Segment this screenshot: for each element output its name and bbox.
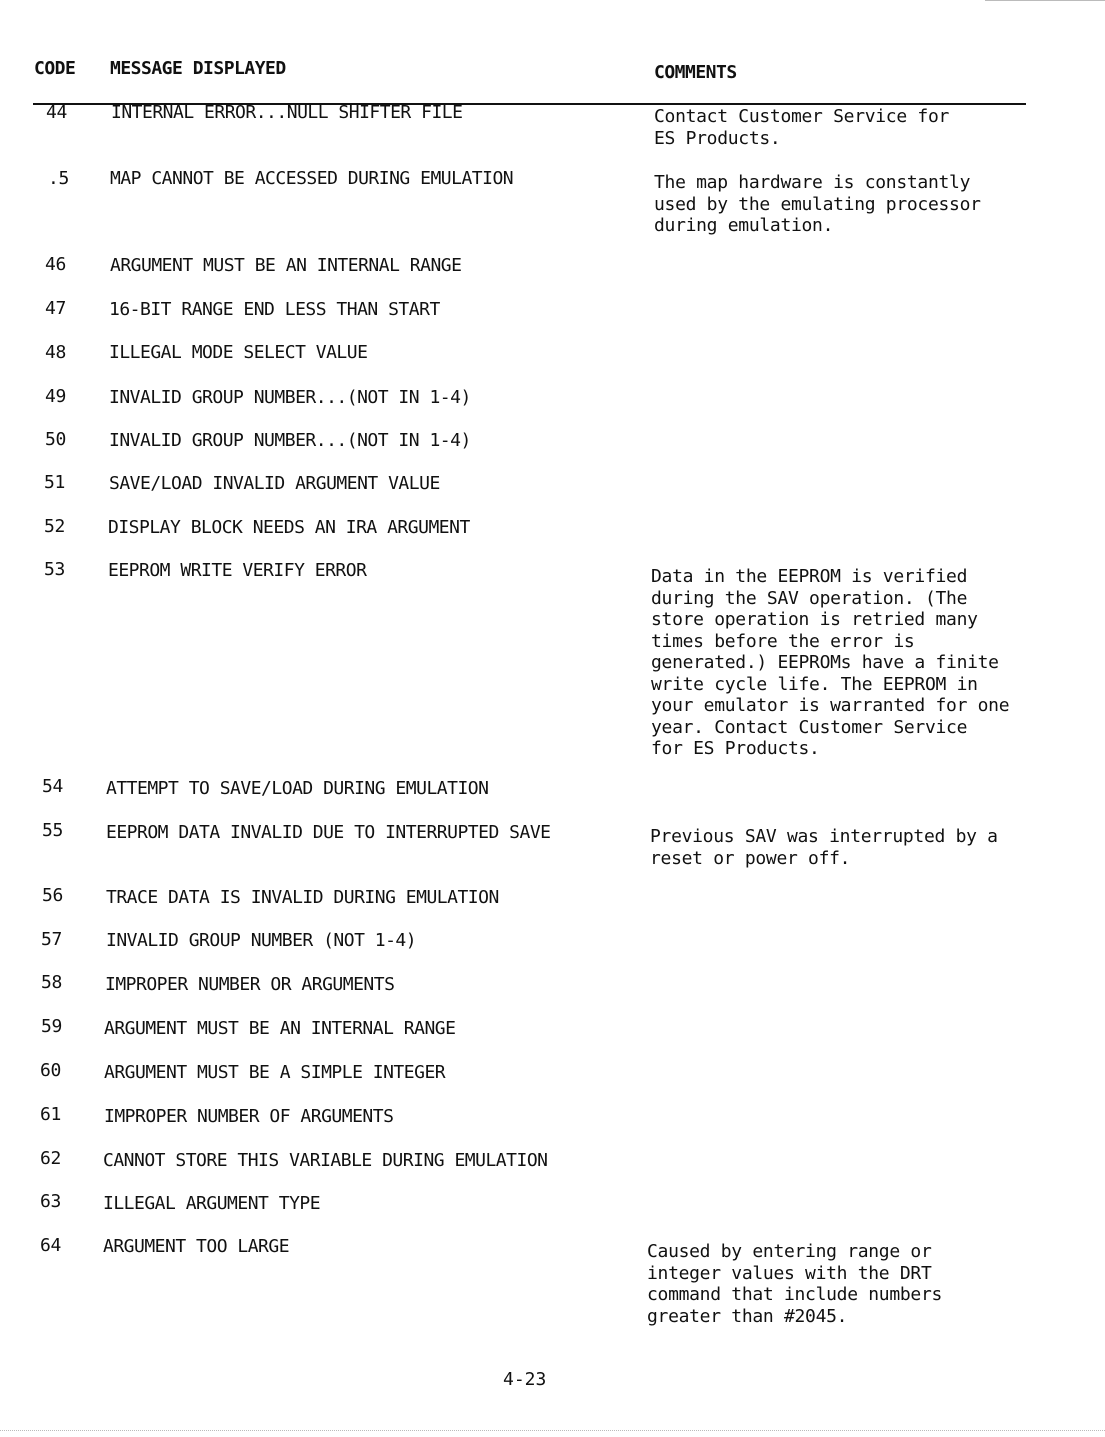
- table-row-code: 47: [45, 298, 67, 319]
- table-row-code: 63: [40, 1191, 62, 1212]
- table-row-code: 60: [40, 1060, 62, 1081]
- table-row-message: MAP CANNOT BE ACCESSED DURING EMULATION: [110, 168, 514, 189]
- table-row-message: CANNOT STORE THIS VARIABLE DURING EMULATION: [103, 1150, 548, 1171]
- table-row-message: TRACE DATA IS INVALID DURING EMULATION: [106, 887, 499, 908]
- table-row-message: EEPROM DATA INVALID DUE TO INTERRUPTED SAVE: [106, 822, 551, 843]
- column-header-code: CODE: [34, 58, 76, 79]
- table-row-message: ATTEMPT TO SAVE/LOAD DURING EMULATION: [106, 778, 489, 799]
- table-row-message: INVALID GROUP NUMBER...(NOT IN 1-4): [109, 387, 471, 408]
- table-row-code: 56: [42, 885, 64, 906]
- table-row-message: IMPROPER NUMBER OR ARGUMENTS: [105, 974, 395, 995]
- table-row-code: 54: [42, 776, 64, 797]
- table-row-code: 51: [44, 472, 66, 493]
- scan-edge: [0, 1430, 1105, 1431]
- table-row-comment: The map hardware is constantly used by the emulating processor during emulation.: [654, 172, 981, 236]
- table-row-message: IMPROPER NUMBER OF ARGUMENTS: [104, 1106, 394, 1127]
- table-row-message: ILLEGAL ARGUMENT TYPE: [103, 1193, 321, 1214]
- table-row-comment: Caused by entering range or integer values with the DRT command that include numbers greater than #2045.: [647, 1241, 943, 1327]
- table-row-code: 44: [46, 102, 68, 123]
- table-row-code: 50: [45, 429, 67, 450]
- table-row-code: .5: [48, 168, 70, 189]
- table-row-message: ARGUMENT MUST BE A SIMPLE INTEGER: [104, 1062, 446, 1083]
- table-row-code: 46: [45, 254, 67, 275]
- table-row-message: SAVE/LOAD INVALID ARGUMENT VALUE: [109, 473, 440, 494]
- table-row-code: 48: [45, 342, 67, 363]
- corner-mark: [985, 0, 1105, 1]
- table-row-code: 58: [41, 972, 63, 993]
- table-row-message: EEPROM WRITE VERIFY ERROR: [108, 560, 367, 581]
- table-row-code: 53: [44, 559, 66, 580]
- table-row-comment: Previous SAV was interrupted by a reset or power off.: [650, 826, 998, 869]
- table-row-message: DISPLAY BLOCK NEEDS AN IRA ARGUMENT: [108, 517, 470, 538]
- table-row-message: INTERNAL ERROR...NULL SHIFTER FILE: [111, 102, 463, 123]
- table-row-message: ARGUMENT MUST BE AN INTERNAL RANGE: [104, 1018, 456, 1039]
- table-row-code: 55: [42, 820, 64, 841]
- table-row-code: 62: [40, 1148, 62, 1169]
- table-row-code: 59: [41, 1016, 63, 1037]
- table-row-message: ILLEGAL MODE SELECT VALUE: [109, 342, 368, 363]
- column-header-comments: COMMENTS: [654, 62, 737, 83]
- table-row-code: 57: [41, 929, 63, 950]
- table-row-code: 61: [40, 1104, 62, 1125]
- table-row-message: ARGUMENT MUST BE AN INTERNAL RANGE: [110, 255, 462, 276]
- column-header-message: MESSAGE DISPLAYED: [110, 58, 286, 79]
- table-row-code: 64: [40, 1235, 62, 1256]
- table-row-code: 49: [45, 386, 67, 407]
- table-row-message: INVALID GROUP NUMBER...(NOT IN 1-4): [109, 430, 471, 451]
- table-row-message: ARGUMENT TOO LARGE: [103, 1236, 290, 1257]
- table-row-code: 52: [44, 516, 66, 537]
- table-row-comment: Contact Customer Service for ES Products.: [654, 106, 950, 149]
- table-row-comment: Data in the EEPROM is verified during the SAV operation. (The store operation is retried many times before the error is generated.) EEPROMs have a finite write cycle life. The EEPROM in your emulator is warranted for one year. Contact Customer Service for ES Products.: [651, 566, 1010, 759]
- table-row-message: INVALID GROUP NUMBER (NOT 1-4): [106, 930, 417, 951]
- page-number: 4-23: [503, 1369, 547, 1390]
- table-row-message: 16-BIT RANGE END LESS THAN START: [109, 299, 440, 320]
